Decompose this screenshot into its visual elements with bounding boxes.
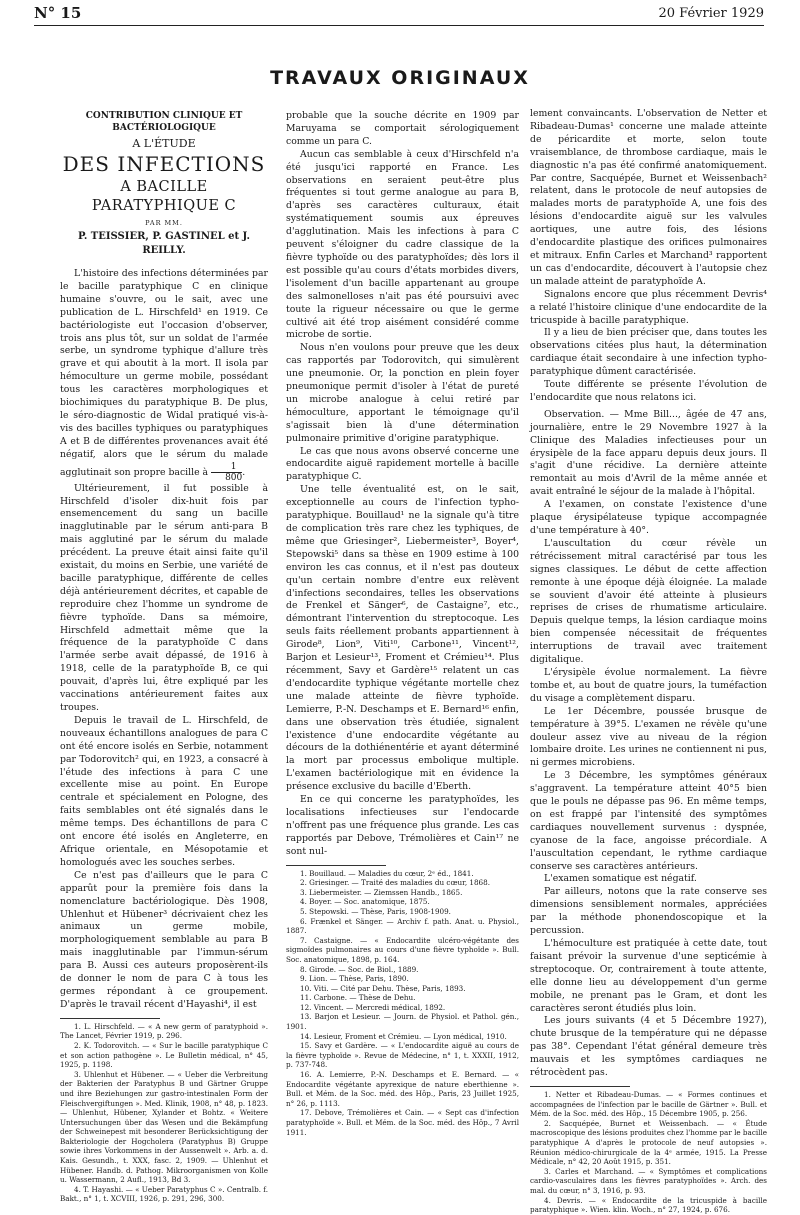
- footnote: 7. Castaigne. — « Endocardite ulcéro-végétante des sigmoïdes pulmonaires au cours d'une fièvre typhoïde ». Bull. Soc. anatomique, 1898, p. 164.: [286, 935, 519, 964]
- paragraph: Le 3 Décembre, les symptômes généraux s'aggravent. La température atteint 40°5 bien que le pouls ne dépasse pas 96. En même temps, on est frappé par l'intensité des symptômes cardiaques nouvellement survenus : dyspnée, cyanose de la face, angoisse précordiale. A l'auscultation cependant, le rythme cardiaque conserve ses caractères antérieurs.: [530, 770, 767, 872]
- footnote: 11. Carbone. — Thèse de Dehu.: [300, 993, 416, 1003]
- title-line-4: A BACILLE PARATYPHIQUE C: [91, 179, 237, 214]
- footnote: 4. Devris. — « Endocardite de la tricuspide à bacille paratyphique ». Wien. klin. Woch., n° 27, 1924, p. 676.: [530, 1195, 767, 1215]
- authors: P. TEISSIER, P. GASTINEL et J. REILLY.: [77, 231, 250, 256]
- paragraph: lement convaincants. L'observation de Netter et Ribadeau-Dumas¹ concerne une malade atteinte de péricardite et morte, selon toute vraisemblance, de thrombose cardiaque, mais le diagnostic n'a pas été confirmé anatomiquement. Par contre, Sacquépée, Burnet et Weissenbach² relatent, dans le protocole de neuf autopsies de malades morts de paratyphoïde A, une fois des lésions d'endocardite aiguë sur les valvules aortiques, une autre fois, des lésions d'endocardite plastique des orifices pulmonaires et mitraux. Enfin Carles et Marchand³ rapportent un cas d'endocardite, découvert à l'autopsie chez un malade atteint de paratyphoïde A.: [530, 108, 767, 287]
- paragraph: Nous n'en voulons pour preuve que les deux cas rapportés par Todorovitch, qui simulèrent une pneumonie. Or, la ponction en plein foyer pneumonique permit d'isoler à l'état de pureté un microbe analogue à celui retiré par hémoculture, apportant le témoignage qu'il s'agissait bien là d'une détermination pulmonaire primitive d'origine paratyphique.: [286, 342, 519, 444]
- paragraph: L'auscultation du cœur révèle un rétrécissement mitral caractérisé par tous les signes classiques. Le début de cette affection remonte à une époque déjà éloignée. La malade se souvient d'avoir été atteinte à plusieurs reprises de crises de rhumatisme articulaire. Depuis quelque temps, la lésion cardiaque moins bien compensée nécessitait de fréquentes interruptions de travail avec traitement digitalique.: [530, 537, 767, 666]
- footnote: 4. T. Hayashi. — « Ueber Paratyphus C ». Centralb. f. Bakt., n° 1, t. XCVIII, 1926, p. 291, 296, 300.: [60, 1184, 268, 1204]
- paragraph: Toute différente se présente l'évolution de l'endocardite que nous relatons ici.: [530, 379, 767, 403]
- paragraph: Les jours suivants (4 et 5 Décembre 1927), chute brusque de la température qui ne dépasse pas 38°. Cependant l'état général demeure très mauvais et les symptômes cardiaques ne rétrocèdent pas.: [530, 1015, 767, 1079]
- footnote: 5. Stepowski. — Thèse, Paris, 1908-1909.: [300, 906, 451, 916]
- footnote-rule: [60, 1018, 160, 1019]
- footnote: 10. Viti. — Cité par Dehu. Thèse, Paris, 1893.: [300, 983, 466, 993]
- issue-date: 20 Février 1929: [658, 6, 764, 21]
- paragraph: Une telle éventualité est, on le sait, exceptionnelle au cours de l'infection typho-paratyphique. Bouillaud¹ ne la signale qu'à titre de complication très rare chez les typhiques, de même que Griesinger², Liebermeister³, Boyer⁴, Stepowski⁵ dans sa thèse en 1909 estime à 100 environ les cas connus, et il n'est pas douteux qu'un certain nombre d'entre eux relèvent d'infections secondaires, telles les observations de Frenkel et Sänger⁶, de Castaigne⁷, etc., démontrant l'intervention du streptocoque. Les seuls faits réellement probants appartiennent à Girode⁸, Lion⁹, Viti¹⁰, Carbone¹¹, Vincent¹², Barjon et Lesieur¹³, Froment et Crémieu¹⁴. Plus récemment, Savy et Gardère¹⁵ relatent un cas d'endocardite typhique végétante mortelle chez une malade atteinte de fièvre typhoïde. Lemierre, P.-N. Deschamps et E. Bernard¹⁶ enfin, dans une observation très étudiée, signalent l'existence d'une endocardite végétante au décours de la dothiénentérie et ayant déterminé la mort par processus embolique multiple. L'examen bactériologique mit en évidence la présence exclusive du bacille d'Eberth.: [286, 484, 519, 793]
- footnote: 17. Debove, Trémolières et Cain. — « Sept cas d'infection paratyphoïde ». Bull. et Mém. de la Soc. méd. des Hôp., 7 Avril 1911.: [286, 1108, 519, 1137]
- paragraph: L'histoire des infections déterminées par le bacille paratyphique C en clinique humaine s'ouvre, ou le sait, avec une publication de L. Hirschfeld¹ en 1919. Ce bactériologiste eut l'occasion d'observer, trois ans plus tôt, sur un soldat de l'armée serbe, un syndrome typhique d'allure très grave et qui aboutit à la mort. Il isola par hémoculture un germe mobile, possédant tous les caractères morphologiques et biochimiques du paratyphique B. De plus, le séro-diagnostic de Widal pratiqué vis-à-vis des bacilles typhiques ou paratyphiques A et B de différentes provenances avait été négatif, alors que le sérum du malade agglutinait son propre bacille à $\frac{1}{800}$ .: [60, 268, 268, 483]
- footnote: 3. Liebermeister. — Ziemssen Handb., 1865.: [300, 887, 463, 897]
- column-3: [530, 108, 767, 1215]
- footnote: 1. L. Hirschfeld. — « A new germ of paratyphoid ». The Lancet, Février 1919, p. 296.: [60, 1021, 268, 1041]
- footnote: 3. Uhlenhut et Hübener. — « Ueber die Verbreitung der Bakterien der Paratyphus B und Gärtner Gruppe und ihre Beziehungen zur gastro-intestinalen Form der Fleischvergiftungen ». Med. Klinik, 1908, n° 48, p. 1823. — Uhlenhut, Hübener, Xylander et Bohtz. « Weitere Untersuchungen über das Wesen und die Bekämpfung der Schweinepest mit besonderer Berücksichtigung der Bakteriologie der Hogcholera (Paratyphus B) Gruppe sowie ihres Vorkommens in der Aussenwelt ». Arb. a. d. Kais. Gesundh., t. XXX, fasc. 2, 1909. — Uhlenhut et Hübener. Handb. d. Pathog. Mikroorganismen von Kolle u. Wassermann, 2 Aufl., 1913, Bd 3.: [60, 1069, 268, 1185]
- footnote: 12. Vincent. — Mercredi médical, 1892.: [300, 1002, 446, 1012]
- paragraph: Ce n'est pas d'ailleurs que le para C apparût pour la première fois dans la nomenclature bactériologique. Dès 1908, Uhlenhut et Hübener³ décrivaient chez les animaux un germe mobile, morphologiquement semblable au para B mais inagglutinable par l'immun-sérum para B. Aussi ces auteurs proposèrent-ils de donner le nom de para C à tous les germes répondant à ce groupement. D'après le travail récent d'Hayashi⁴, il est: [60, 869, 268, 1010]
- fraction: $\frac{1}{800}$: [211, 462, 242, 483]
- title-line-1: CONTRIBUTION CLINIQUE ET BACTÉRIOLOGIQUE: [85, 111, 243, 133]
- paragraph: Observation. — Mme Bill..., âgée de 47 ans, journalière, entre le 29 Novembre 1927 à la Clinique des Maladies infectieuses pour un érysipèle de la face apparu depuis deux jours. Il s'agit d'une récidive. La dernière atteinte remontait au mois d'Avril de la même année et avait entraîné le séjour de la malade à l'hôpital.: [530, 408, 767, 498]
- footnote: 2. Sacquépée, Burnet et Weissenbach. — « Étude macroscopique des lésions produites chez l'homme par le bacille paratyphique A d'après le protocole de neuf autopsies ». Réunion médico-chirurgicale de la 4ᵉ armée, 1915. La Presse Médicale, n° 42, 20 Août 1915, p. 351.: [530, 1118, 767, 1167]
- paragraph: Depuis le travail de L. Hirschfeld, de nouveaux échantillons analogues de para C ont été encore isolés en Serbie, notamment par Todorovitch² qui, en 1923, a consacré à l'étude des infections à para C une excellente mise au point. En Europe centrale et spécialement en Pologne, des faits semblables ont été signalés dans le même temps. Des échantillons de para C ont encore été isolés en Angleterre, en Afrique orientale, en Mésopotamie et homologués avec les souches serbes.: [60, 714, 268, 868]
- footnote-rule: [530, 1086, 630, 1087]
- column-1: [60, 108, 268, 1204]
- paragraph: Par ailleurs, notons que la rate conserve ses dimensions sensiblement normales, appréciées par la méthode phonendoscopique et la percussion.: [530, 886, 767, 937]
- footnote: 16. A. Lemierre, P.-N. Deschamps et E. Bernard. — « Endocardite végétante apyrexique de nature eberthienne ». Bull. et Mém. de la Soc. méd. des Hôp., Paris, 23 Juillet 1925, n° 26, p. 1113.: [286, 1070, 519, 1108]
- paragraph: A l'examen, on constate l'existence d'une plaque érysipélateuse typique accompagnée d'une température à 40°.: [530, 499, 767, 536]
- footnote: 15. Savy et Gardère. — « L'endocardite aiguë au cours de la fièvre typhoïde ». Revue de Médecine, n° 1, t. XXXII, 1912, p. 737-748.: [286, 1041, 519, 1070]
- paragraph: L'hémoculture est pratiquée à cette date, tout faisant prévoir la survenue d'une septicémie à streptocoque. Or, contrairement à toute attente, elle donne lieu au développement d'un germe mobile, ne prenant pas le Gram, et dont les caractères seront étudiés plus loin.: [530, 938, 767, 1014]
- paragraph: L'érysipèle évolue normalement. La fièvre tombe et, au bout de quatre jours, la tuméfaction du visage a complètement disparu.: [530, 666, 767, 704]
- paragraph: Aucun cas semblable à ceux d'Hirschfeld n'a été jusqu'ici rapporté en France. Les observations en seraient peut-être plus fréquentes si tout germe analogue au para B, d'après ses caractères culturaux, était systématiquement soumis aux épreuves d'agglutination. Mais les infections à para C peuvent s'éloigner du cadre classique de la fièvre typhoïde ou des paratyphoïdes; dès lors il est possible qu'au cours d'états morbides divers, l'isolement d'un bacille appartenant au groupe des salmonelloses n'ait pas été poursuivi avec toute la rigueur nécessaire ou que le germe cultivé ait été trop aisément considéré comme microbe de sortie.: [286, 148, 519, 341]
- title-par: PAR MM.: [145, 219, 183, 227]
- footnote: 13. Barjon et Lesieur. — Journ. de Physiol. et Pathol. gén., 1901.: [286, 1012, 519, 1032]
- paragraph: L'examen somatique est négatif.: [544, 873, 697, 885]
- footnote: 1. Bouillaud. — Maladies du cœur, 2ᵉ éd., 1841.: [300, 868, 474, 878]
- paragraph: En ce qui concerne les paratyphoïdes, les localisations infectieuses sur l'endocarde n'offrent pas une fréquence plus grande. Les cas rapportés par Debove, Trémolières et Cain¹⁷ ne sont nul-: [286, 794, 519, 857]
- section-title: TRAVAUX ORIGINAUX: [270, 67, 530, 89]
- issue-number: N° 15: [34, 4, 82, 22]
- paragraph: Le cas que nous avons observé concerne une endocardite aiguë rapidement mortelle à bacille paratyphique C.: [286, 445, 519, 483]
- footnote: 3. Carles et Marchand. — « Symptômes et complications cardio-vasculaires dans les fièvres paratyphoïdes ». Arch. des mal. du cœur, n° 3, 1916, p. 93.: [530, 1166, 767, 1195]
- footnote: 6. Frænkel et Sänger. — Archiv f. path. Anat. u. Physiol., 1887.: [286, 916, 519, 936]
- footnote: 14. Lesieur, Froment et Crémieu. — Lyon médical, 1910.: [300, 1031, 507, 1041]
- title-line-2: A L'ÉTUDE: [132, 137, 196, 150]
- footnote: 2. Griesinger. — Traité des maladies du cœur, 1868.: [300, 878, 490, 888]
- footnote: 2. K. Todorovitch. — « Sur le bacille paratyphique C et son action pathogène ». Le Bulletin médical, n° 45, 1925, p. 1198.: [60, 1040, 268, 1070]
- title-line-3: DES INFECTIONS: [62, 152, 266, 176]
- paragraph: Ultérieurement, il fut possible à Hirschfeld d'isoler dix-huit fois par ensemencement du sang un bacille inagglutinable par le sérum anti-para B mais agglutiné par le sérum du malade précédent. La preuve était ainsi faite qu'il existait, du moins en Serbie, une variété de bacille paratyphique, différente de celles déjà antérieurement décrites, et capable de reproduire chez l'homme un syndrome de fièvre typhoïde. Dans sa mémoire, Hirschfeld admettait même que la fréquence de la paratyphoïde C dans l'armée serbe avait dépassé, de 1916 à 1918, celle de la paratyphoïde B, ce qui pouvait, d'après lui, être expliqué par les vaccinations antérieurement faites aux troupes.: [60, 482, 268, 713]
- paragraph: Signalons encore que plus récemment Devris⁴ a relaté l'histoire clinique d'une endocardite de la tricuspide à bacille paratyphique.: [530, 288, 767, 326]
- paragraph: Le 1er Décembre, poussée brusque de température à 39°5. L'examen ne révèle qu'une douleur assez vive au niveau de la région lombaire droite. Les urines ne contiennent ni pus, ni germes microbiens.: [530, 705, 767, 769]
- paragraph: probable que la souche décrite en 1909 par Maruyama se comportait sérologiquement comme un para C.: [286, 110, 519, 147]
- column-2: [286, 110, 519, 1137]
- footnote-rule: [286, 865, 386, 866]
- page-header: [34, 4, 764, 24]
- footnote: 9. Lion. — Thèse, Paris, 1890.: [300, 974, 409, 984]
- header-rule: [34, 25, 764, 26]
- footnote: 4. Boyer. — Soc. anatomique, 1875.: [300, 897, 430, 907]
- paragraph: Il y a lieu de bien préciser que, dans toutes les observations citées plus haut, la détermination cardiaque était secondaire à une infection typho-paratyphique dûment caractérisée.: [530, 327, 767, 378]
- footnote: 8. Girode. — Soc. de Biol., 1889.: [300, 964, 419, 974]
- footnote: 1. Netter et Ribadeau-Dumas. — « Formes continues et accompagnées de l'infection par le bacille de Gärtner ». Bull. et Mém. de la Soc. méd. des Hôp., 15 Décembre 1905, p. 256.: [530, 1089, 767, 1119]
